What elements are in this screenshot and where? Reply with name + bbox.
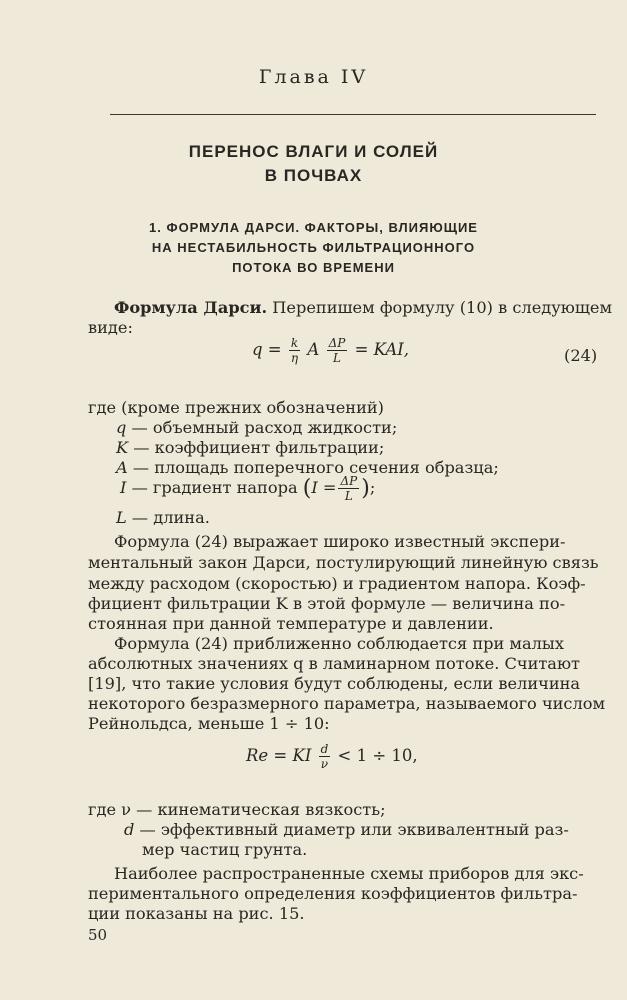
para2-line4: некоторого безразмерного параметра, называемого числом [88, 694, 606, 713]
def-A: A — площадь поперечного сечения образца; [116, 458, 499, 477]
fraction-dp-l: $\frac{\Delta P}{L}$ [328, 336, 346, 365]
para2-line3: [19], что такие условия будут соблюдены, если величина [88, 674, 581, 693]
para1-line5: стоянная при данной температуре и давлении. [88, 614, 494, 633]
page-number: 50 [88, 926, 108, 944]
para1-line3: между расходом (скоростью) и градиентом напора. Коэф- [88, 574, 586, 593]
formula-A: A [307, 340, 320, 359]
para2-line5: Рейнольдса, меньше 1 ÷ 10: [88, 714, 330, 733]
fraction-d-nu: $\frac{d}{\nu}$ [320, 742, 329, 771]
formula-24 [252, 336, 409, 365]
intro-bold: Формула Дарси. [114, 298, 268, 317]
para3-line3: ции показаны на рис. 15. [88, 904, 305, 923]
intro-line2: виде: [88, 318, 133, 337]
intro-line1 [114, 298, 612, 317]
def-L: L — длина. [116, 508, 210, 527]
para3-line2: периментального определения коэффициентов фильтра- [88, 884, 578, 903]
section-heading-line1: 1. ФОРМУЛА ДАРСИ. ФАКТОРЫ, ВЛИЯЮЩИЕ [149, 220, 478, 235]
para3-line1: Наиболее распространенные схемы приборов для экс- [114, 864, 584, 883]
def-I: I — градиент напора (I = $\frac{\Delta P}{L}$ ); [120, 474, 376, 503]
formula-lhs: q = [252, 340, 282, 359]
para2-line2: абсолютных значениях q в ламинарном потоке. Считают [88, 654, 581, 673]
para2-line1: Формула (24) приближенно соблюдается при малых [114, 634, 564, 653]
chapter-heading: Глава IV [258, 66, 369, 88]
def-d: d — эффективный диаметр или эквивалентный раз- [124, 820, 569, 839]
chapter-title-line1: ПЕРЕНОС ВЛАГИ И СОЛЕЙ [188, 142, 439, 161]
def-nu: где ν — кинематическая вязкость; [88, 800, 386, 819]
header-rule [110, 114, 596, 115]
fraction-k-eta: $\frac{k}{\eta}$ [290, 336, 299, 365]
para1-line4: фициент фильтрации K в этой формуле — величина по- [88, 594, 566, 613]
para1-line2: ментальный закон Дарси, постулирующий линейную связь [88, 553, 599, 572]
def-d-cont: мер частиц грунта. [142, 840, 308, 859]
chapter-title-line2: В ПОЧВАХ [264, 166, 363, 185]
def-q: q — объемный расход жидкости; [116, 418, 398, 437]
where-intro: где (кроме прежних обозначений) [88, 398, 384, 417]
formula-rhs: = KAI, [354, 340, 410, 359]
section-heading-line2: НА НЕСТАБИЛЬНОСТЬ ФИЛЬТРАЦИОННОГО [151, 240, 476, 255]
formula-reynolds: Re = KI $\frac{d}{\nu}$ < 1 ÷ 10, [246, 742, 418, 771]
def-K: K — коэффициент фильтрации; [116, 438, 385, 457]
para1-line1: Формула (24) выражает широко известный экспери- [114, 532, 566, 551]
formula-number: (24) [564, 346, 598, 365]
section-heading-line3: ПОТОКА ВО ВРЕМЕНИ [232, 260, 395, 275]
intro-rest: Перепишем формулу (10) в следующем [267, 298, 613, 317]
